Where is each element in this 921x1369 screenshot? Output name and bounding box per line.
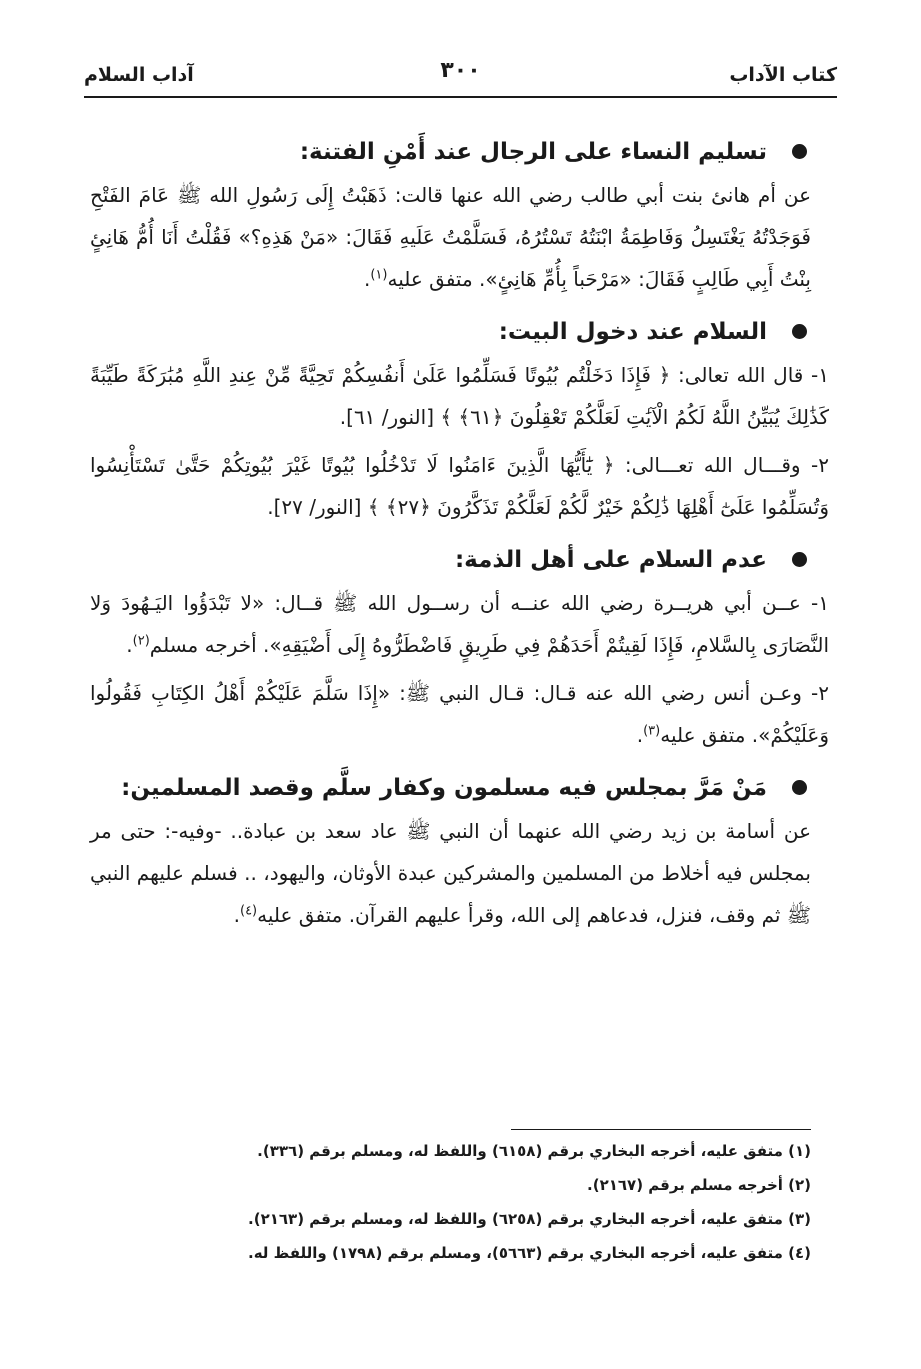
section-heading-text: عدم السلام على أهل الذمة: [454,547,767,573]
footnote-ref: (٢) [132,633,150,649]
section-heading [90,766,811,810]
bullet-icon [792,780,807,795]
book-title: كتاب الآداب [729,64,837,86]
paragraph-tail: . [363,267,371,291]
section-heading [90,538,811,582]
footnotes [90,1136,811,1272]
footnote-divider [511,1129,811,1130]
paragraph-text: عن أسامة بن زيد رضي الله عنهما أن النبي ﷺ عاد سعد بن عبادة.. -وفيه-: حتى مر بمجلس فيه أخلاط من المسلمين والمشركين عبدة الأوثان، واليهود، .. فسلم عليهم النبي ﷺ ثم وقف، فنزل، فدعاهم إلى الله، وقرأ عليهم القرآن. متفق عليه [90,819,811,927]
section-heading-text: مَنْ مَرَّ بمجلس فيه مسلمون وكفار سلَّم وقصد المسلمين: [121,775,767,801]
section-heading [90,310,811,354]
paragraph-text: ١- قال الله تعالى: ﴿ فَإِذَا دَخَلْتُم بُيُوتًا فَسَلِّمُوا عَلَىٰ أَنفُسِكُمْ تَحِيَّةً مِّنْ عِندِ اللَّهِ مُبَٰرَكَةً طَيِّبَةً كَذَٰلِكَ يُبَيِّنُ اللَّهُ لَكُمُ الْآيَٰتِ لَعَلَّكُمْ تَعْقِلُونَ ﴿٦١﴾ ﴾ [النور/ ٦١]. [90,363,829,429]
footnote: (١) متفق عليه، أخرجه البخاري برقم (٦١٥٨) واللفظ له، ومسلم برقم (٣٣٦). [257,1142,811,1160]
verse-paragraph [90,444,829,528]
verse-paragraph [90,354,829,438]
paragraph-text: ١- عــن أبي هريــرة رضي الله عنــه أن رســول الله ﷺ قــال: «لا تَبْدَؤُوا اليَـهُودَ وَلا النَّصَارَى بِالسَّلامِ، فَإِذَا لَقِيتُمْ أَحَدَهُمْ فِي طَرِيقٍ فَاضْطَرُّوهُ إِلَى أَضْيَقِهِ». أخرجه مسلم [90,591,829,657]
bullet-icon [792,144,807,159]
footnote: (٢) أخرجه مسلم برقم (٢١٦٧). [587,1176,811,1194]
bullet-icon [792,552,807,567]
page-number: ٣٠٠ [440,58,481,83]
header-divider [84,96,837,98]
paragraph-text: ٢- وعـن أنس رضي الله عنه قـال: قـال النبي ﷺ: «إِذَا سَلَّمَ عَلَيْكُمْ أَهْلُ الكِتَابِ فَقُولُوا وَعَلَيْكُمْ». متفق عليه [90,681,829,747]
running-header [84,58,837,96]
hadith-paragraph [90,582,829,666]
section-heading-text: السلام عند دخول البيت: [498,319,767,345]
paragraph-tail: . [636,723,644,747]
paragraph-tail: . [126,633,133,657]
chapter-title: آداب السلام [84,64,194,86]
section-heading-text: تسليم النساء على الرجال عند أَمْنِ الفتنة: [299,139,767,165]
footnote: (٣) متفق عليه، أخرجه البخاري برقم (٦٢٥٨) واللفظ له، ومسلم برقم (٢١٦٣). [248,1210,811,1228]
hadith-paragraph [90,174,811,300]
footnote: (٤) متفق عليه، أخرجه البخاري برقم (٥٦٦٣)، ومسلم برقم (١٧٩٨) واللفظ له. [248,1244,811,1262]
bullet-icon [792,324,807,339]
footnote-ref: (٣) [643,723,661,739]
paragraph-text: ٢- وقـــال الله تعـــالى: ﴿ يَٰٓأَيُّهَا الَّذِينَ ءَامَنُوا لَا تَدْخُلُوا بُيُوتًا غَيْرَ بُيُوتِكُمْ حَتَّىٰ تَسْتَأْنِسُوا وَتُسَلِّمُوا عَلَىٰٓ أَهْلِهَا ذَٰلِكُمْ خَيْرٌ لَّكُمْ لَعَلَّكُمْ تَذَكَّرُونَ ﴿٢٧﴾ ﴾ [النور/ ٢٧]. [90,453,829,519]
hadith-paragraph [90,672,829,756]
paragraph-text: عن أم هانئ بنت أبي طالب رضي الله عنها قالت: ذَهَبْتُ إِلَى رَسُولِ الله ﷺ عَامَ الفَتْحِ فَوَجَدْتُهُ يَغْتَسِلُ وَفَاطِمَةُ ابْنَتُهُ تَسْتُرُهُ، فَسَلَّمْتُ عَلَيهِ فَقَالَ: «مَنْ هَذِهِ؟» فَقُلْتُ أَنَا أُمُّ هَانِئٍ بِنْتُ أَبِي طَالِبٍ فَقَالَ: «مَرْحَباً بِأُمِّ هَانِئٍ». متفق عليه [90,183,811,291]
footnote-ref: (٤) [239,903,258,919]
hadith-paragraph [90,810,811,936]
paragraph-tail: . [233,903,240,927]
section-heading [90,130,811,174]
footnote-ref: (١) [370,267,388,283]
main-text [90,130,829,942]
